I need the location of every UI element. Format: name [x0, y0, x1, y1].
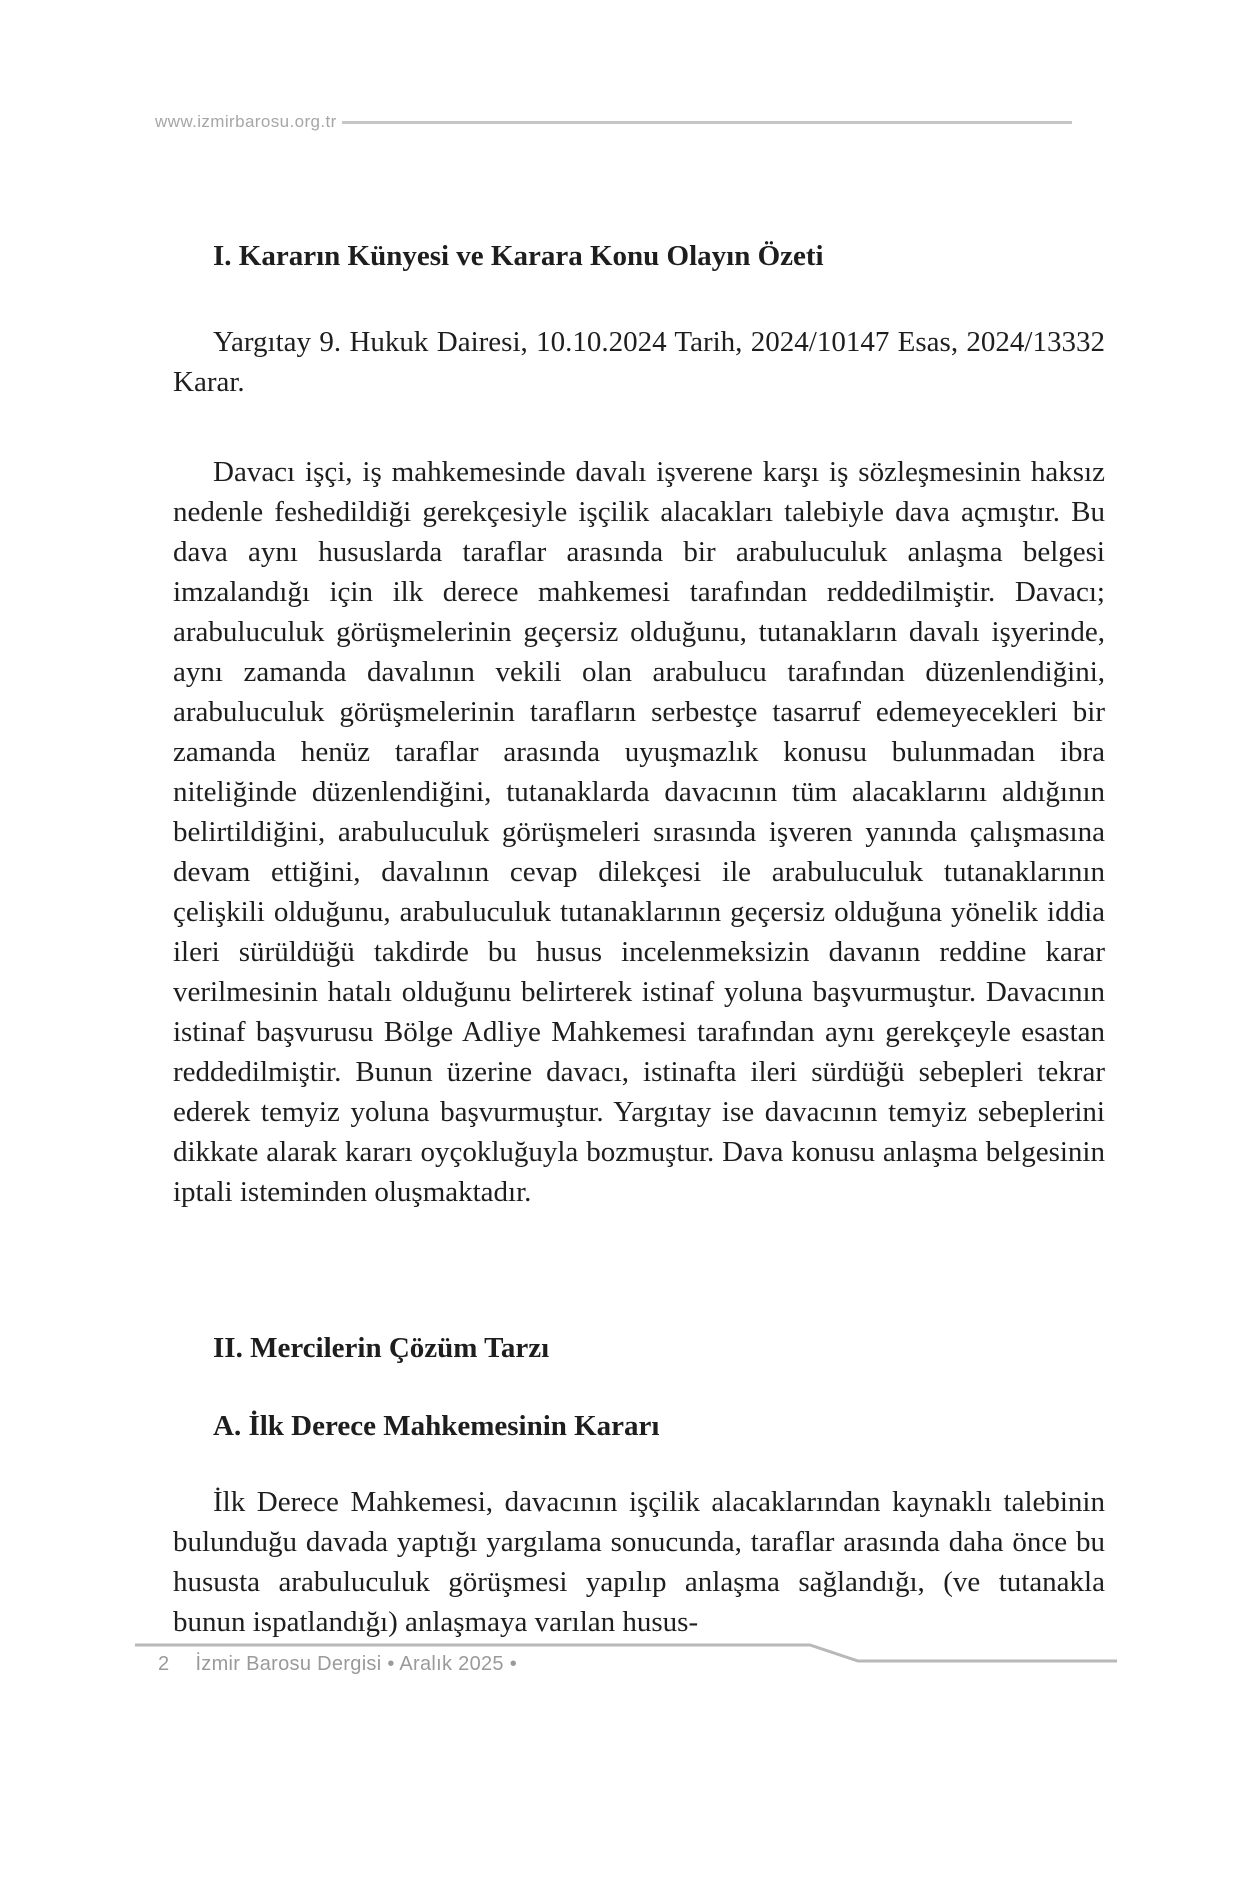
page-footer — [158, 1653, 517, 1676]
journal-website-url: www.izmirbarosu.org.tr — [155, 112, 337, 131]
page-header — [155, 112, 1072, 132]
section-2-heading: II. Mercilerin Çözüm Tarzı — [213, 1332, 550, 1364]
first-instance-court-paragraph: İlk Derece Mahkemesi, davacının işçilik alacaklarından kaynaklı talebinin bulunduğu davada yaptığı yargılama sonucunda, taraflar arasında daha önce bu hususta arabuluculuk görüşmesi yapılıp anlaşma sağlandığı, (ve tutanakla bunun ispatlandığı) anlaşmaya varılan husus- — [173, 1486, 1105, 1638]
page-number: 2 — [158, 1653, 170, 1675]
section-1-heading: I. Kararın Künyesi ve Karara Konu Olayın Özeti — [213, 240, 824, 272]
decision-citation-paragraph: Yargıtay 9. Hukuk Dairesi, 10.10.2024 Tarih, 2024/10147 Esas, 2024/13332 Karar. — [173, 326, 1105, 398]
header-divider-line — [342, 121, 1072, 124]
section-2a-heading: A. İlk Derece Mahkemesinin Kararı — [213, 1410, 660, 1442]
case-summary-paragraph: Davacı işçi, iş mahkemesinde davalı işverene karşı iş sözleşmesinin haksız nedenle feshedildiği gerekçesiyle işçilik alacakları talebiyle dava açmıştır. Bu dava aynı hususlarda taraflar arasında bir arabuluculuk anlaşma belgesi imzalandığı için ilk derece mahkemesi tarafından reddedilmiştir. Davacı; arabuluculuk görüşmelerinin geçersiz olduğunu, tutanakların davalı işyerinde, aynı zamanda davalının vekili olan arabulucu tarafından düzenlendiğini, arabuluculuk görüşmelerinin tarafların serbestçe tasarruf edemeyecekleri bir zamanda henüz taraflar arasında uyuşmazlık konusu bulunmadan ibra niteliğinde düzenlendiğini, tutanaklarda davacının tüm alacaklarını aldığının belirtildiğini, arabuluculuk görüşmeleri sırasında işveren yanında çalışmasına devam ettiğini, davalının cevap dilekçesi ile arabuluculuk tutanaklarının çelişkili olduğunu, arabuluculuk tutanaklarının geçersiz olduğuna yönelik iddia ileri sürüldüğü takdirde bu husus incelenmeksizin davanın reddine karar verilmesinin hatalı olduğunu belirterek istinaf yoluna başvurmuştur. Davacının istinaf başvurusu Bölge Adliye Mahkemesi tarafından aynı gerekçeyle esastan reddedilmiştir. Bunun üzerine davacı, istinafta ileri sürdüğü sebepleri tekrar ederek temyiz yoluna başvurmuştur. Yargıtay ise davacının temyiz sebeplerini dikkate alarak kararı oyçokluğuyla bozmuştur. Dava konusu anlaşma belgesinin iptali isteminden oluşmaktadır. — [173, 456, 1105, 1208]
journal-title-footer: İzmir Barosu Dergisi • Aralık 2025 • — [195, 1653, 518, 1675]
